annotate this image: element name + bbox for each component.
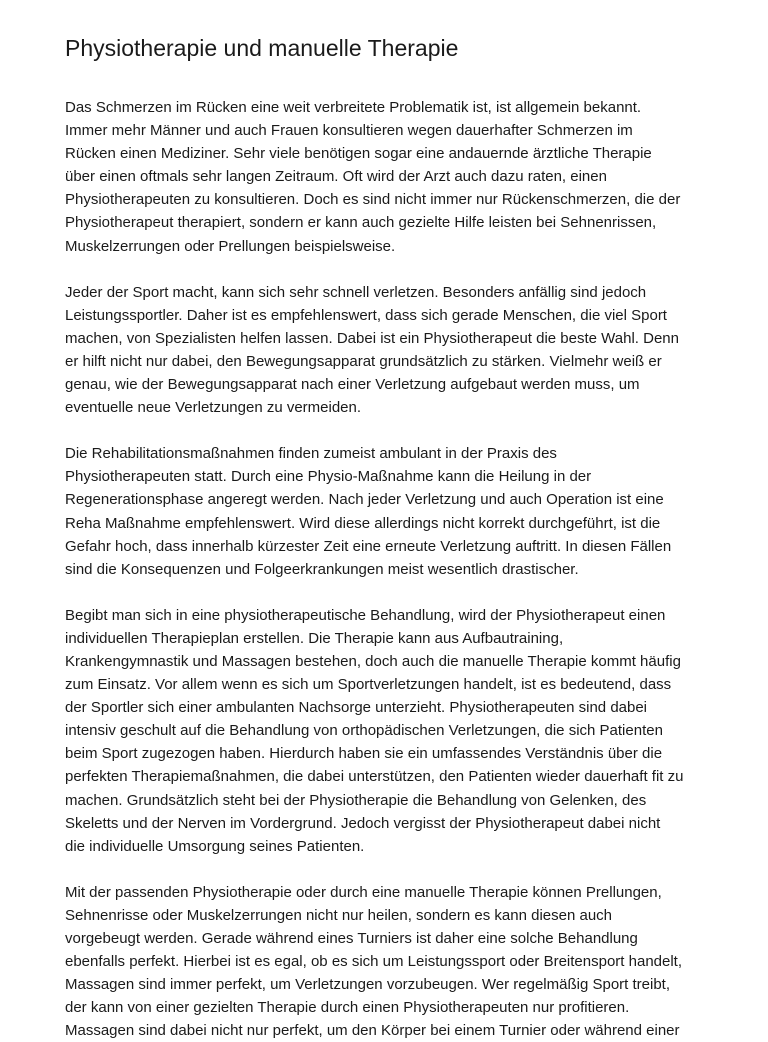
text-line: Rücken einen Mediziner. Sehr viele benötigen sogar eine andauernde ärztliche Therapie	[65, 145, 652, 163]
text-line: machen. Grundsätzlich steht bei der Physiotherapie die Behandlung von Gelenken, des	[65, 791, 647, 809]
text-line: beim Sport zugezogen haben. Hierdurch haben sie ein umfassendes Verständnis über die	[65, 745, 663, 763]
paragraph	[65, 281, 718, 420]
paragraph	[65, 96, 718, 258]
text-line: Massagen sind immer perfekt, um Verletzungen vorzubeugen. Wer regelmäßig Sport treibt,	[65, 976, 671, 994]
text-line: Massagen sind dabei nicht nur perfekt, um den Körper bei einem Turnier oder während einer	[65, 1022, 680, 1040]
page-title: Physiotherapie und manuelle Therapie	[65, 35, 459, 61]
text-line: perfekten Therapiemaßnahmen, die dabei unterstützen, den Patienten wieder dauerhaft fit zu	[65, 768, 684, 786]
text-line: Immer mehr Männer und auch Frauen konsultieren wegen dauerhafter Schmerzen im	[65, 122, 633, 140]
text-line: sind die Konsequenzen und Folgeerkrankungen meist wesentlich drastischer.	[65, 560, 579, 578]
text-line: Begibt man sich in eine physiotherapeutische Behandlung, wird der Physiotherapeut einen	[65, 606, 666, 624]
text-line: Regenerationsphase angeregt werden. Nach jeder Verletzung und auch Operation ist eine	[65, 491, 664, 509]
paragraph	[65, 604, 718, 858]
text-line: Physiotherapeuten zu konsultieren. Doch es sind nicht immer nur Rückenschmerzen, die der	[65, 191, 681, 209]
text-line: Sehnenrisse oder Muskelzerrungen nicht nur heilen, sondern es kann diesen auch	[65, 906, 613, 924]
text-line: er hilft nicht nur dabei, den Bewegungsapparat grundsätzlich zu stärken. Vielmehr weiß er	[65, 352, 662, 370]
text-line: ebenfalls perfekt. Hierbei ist es egal, ob es sich um Leistungssport oder Breitensport handelt,	[65, 953, 683, 971]
document-body	[65, 96, 718, 1042]
text-line: Die Rehabilitationsmaßnahmen finden zumeist ambulant in der Praxis des	[65, 445, 557, 463]
text-line: eventuelle neue Verletzungen zu vermeiden.	[65, 399, 362, 417]
text-line: Mit der passenden Physiotherapie oder durch eine manuelle Therapie können Prellungen,	[65, 883, 662, 901]
text-line: der Sportler sich einer ambulanten Nachsorge unterzieht. Physiotherapeuten sind dabei	[65, 699, 648, 717]
paragraph	[65, 442, 718, 581]
text-line: genau, wie der Bewegungsapparat nach einer Verletzung aufgebaut werden muss, um	[65, 376, 640, 394]
text-line: Krankengymnastik und Massagen bestehen, doch auch die manuelle Therapie kommt häufig	[65, 652, 681, 670]
text-line: vorgebeugt werden. Gerade während eines Turniers ist daher eine solche Behandlung	[65, 930, 638, 947]
text-line: Physiotherapeut therapiert, sondern er kann auch gezielte Hilfe leisten bei Sehnenrissen,	[65, 214, 657, 232]
text-line: Reha Maßnahme empfehlenswert. Wird diese allerdings nicht korrekt durchgeführt, ist die	[65, 514, 661, 532]
text-line: individuellen Therapieplan erstellen. Die Therapie kann aus Aufbautraining,	[65, 629, 564, 647]
paragraph	[65, 881, 718, 1042]
text-line: Skeletts und der Nerven im Vordergrund. Jedoch vergisst der Physiotherapeut dabei nicht	[65, 814, 661, 832]
text-line: Gefahr hoch, dass innerhalb kürzester Zeit eine erneute Verletzung auftritt. In diesen Fällen	[65, 537, 672, 555]
text-line: zum Einsatz. Vor allem wenn es sich um Sportverletzungen handelt, ist es bedeutend, dass	[65, 676, 672, 694]
text-line: über einen oftmals sehr langen Zeitraum. Oft wird der Arzt auch dazu raten, einen	[65, 168, 607, 186]
text-line: Jeder der Sport macht, kann sich sehr schnell verletzen. Besonders anfällig sind jedoch	[65, 283, 647, 301]
text-line: der kann von einer gezielten Therapie durch einen Physiotherapeuten nur profitieren.	[65, 999, 630, 1017]
text-line: Physiotherapeuten statt. Durch eine Physio-Maßnahme kann die Heilung in der	[65, 468, 592, 486]
text-line: intensiv geschult auf die Behandlung von orthopädischen Verletzungen, die sich Patienten	[65, 722, 663, 740]
text-line: Das Schmerzen im Rücken eine weit verbreitete Problematik ist, ist allgemein bekannt.	[65, 99, 642, 116]
text-line: machen, von Spezialisten helfen lassen. Dabei ist ein Physiotherapeut die beste Wahl. Denn	[65, 329, 679, 347]
text-line: die individuelle Umsorgung seines Patienten.	[65, 837, 365, 855]
text-line: Leistungssportler. Daher ist es empfehlenswert, dass sich gerade Menschen, die viel Sport	[65, 306, 667, 324]
text-line: Muskelzerrungen oder Prellungen beispielsweise.	[65, 237, 396, 255]
